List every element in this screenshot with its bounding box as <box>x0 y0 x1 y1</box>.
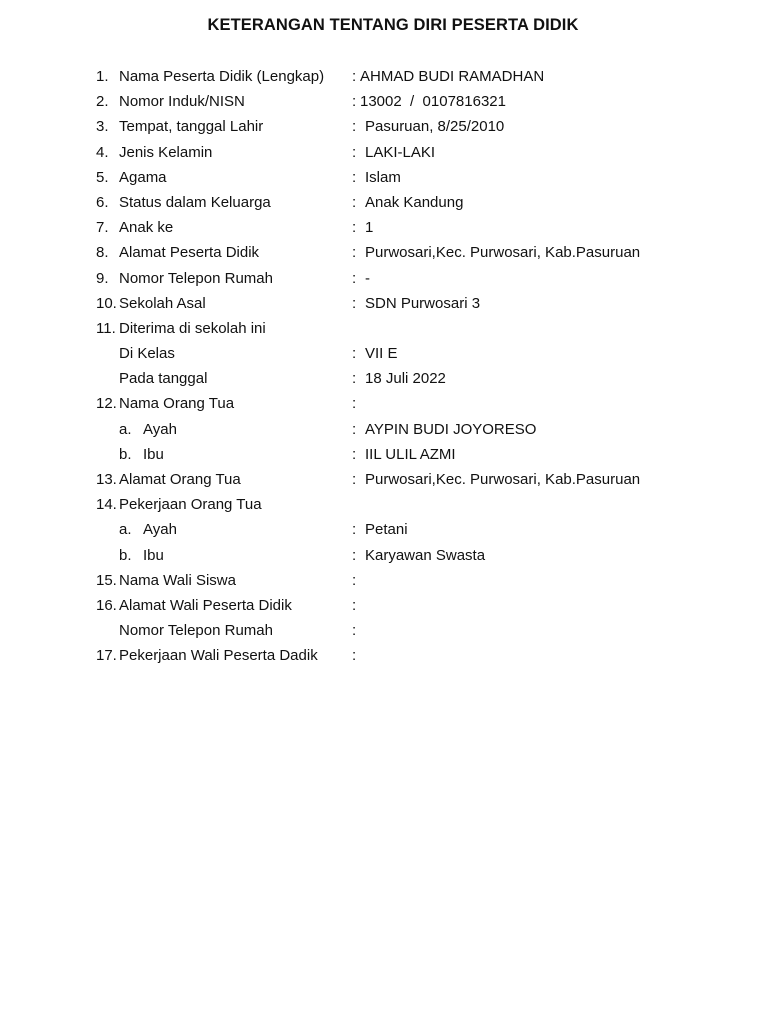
row-value: 1 <box>365 219 374 237</box>
row-number: 12. <box>96 395 117 413</box>
row-value: AHMAD BUDI RAMADHAN <box>360 68 545 85</box>
row-number: 11. <box>96 319 116 337</box>
form-row <box>0 269 768 294</box>
page-title: KETERANGAN TENTANG DIRI PESERTA DIDIK <box>207 16 579 34</box>
row-label: Pada tanggal <box>119 370 208 388</box>
row-colon: : <box>352 345 357 363</box>
row-label: Tempat, tanggal Lahir <box>119 118 264 136</box>
row-number: 9. <box>96 269 109 287</box>
form-row <box>0 369 768 394</box>
row-value: Purwosari,Kec. Purwosari, Kab.Pasuruan <box>365 244 641 262</box>
row-label: Diterima di sekolah ini <box>119 319 266 337</box>
row-value: 18 Juli 2022 <box>365 370 446 388</box>
row-value: Purwosari,Kec. Purwosari, Kab.Pasuruan <box>365 471 641 488</box>
row-sub-letter: a. <box>119 420 132 438</box>
form-row <box>0 596 768 621</box>
row-number: 4. <box>96 143 109 161</box>
form-row <box>0 520 768 545</box>
row-colon: : <box>352 521 357 539</box>
row-label: Ayah <box>143 420 177 438</box>
row-number: 3. <box>96 118 109 136</box>
form-row <box>0 495 768 520</box>
form-row <box>0 445 768 470</box>
row-colon: : <box>352 395 357 413</box>
form-row <box>0 621 768 646</box>
form-row <box>0 646 768 671</box>
form-row <box>0 143 768 168</box>
row-number: 2. <box>96 93 109 111</box>
row-colon: : <box>352 244 357 262</box>
row-colon: : <box>352 269 357 287</box>
row-label: Ayah <box>143 521 177 539</box>
row-number: 17. <box>96 647 117 665</box>
form-row <box>0 193 768 218</box>
row-number: 16. <box>96 596 117 614</box>
row-value: AYPIN BUDI JOYORESO <box>365 420 537 438</box>
row-label: Pekerjaan Wali Peserta Dadik <box>119 647 318 665</box>
row-label: Anak ke <box>119 219 174 237</box>
row-label: Sekolah Asal <box>119 294 206 312</box>
row-value: Petani <box>365 521 408 539</box>
form-row <box>0 470 768 495</box>
row-value: - <box>365 269 370 287</box>
row-label: Nama Orang Tua <box>119 395 235 413</box>
row-colon: : <box>352 546 357 564</box>
row-colon: : <box>352 471 357 488</box>
row-colon: : <box>352 93 357 111</box>
form-rows <box>0 67 768 672</box>
row-colon: : <box>352 571 357 589</box>
row-label: Nomor Telepon Rumah <box>119 269 273 287</box>
row-label: Alamat Orang Tua <box>119 471 241 488</box>
form-row <box>0 294 768 319</box>
row-number: 6. <box>96 193 109 211</box>
form-row <box>0 546 768 571</box>
row-number: 15. <box>96 571 117 589</box>
row-colon: : <box>352 445 357 463</box>
row-colon: : <box>352 647 357 665</box>
row-colon: : <box>352 193 357 211</box>
row-label: Nama Wali Siswa <box>119 571 236 589</box>
form-row <box>0 344 768 369</box>
form-row <box>0 92 768 117</box>
row-number: 5. <box>96 168 109 186</box>
row-value: Anak Kandung <box>365 193 464 211</box>
row-sub-letter: b. <box>119 445 132 463</box>
row-value: Islam <box>365 168 401 186</box>
row-number: 1. <box>96 68 109 85</box>
row-number: 14. <box>96 496 117 514</box>
row-value: Karyawan Swasta <box>365 546 486 564</box>
row-label: Pekerjaan Orang Tua <box>119 496 262 514</box>
row-label: Alamat Peserta Didik <box>119 244 260 262</box>
row-number: 13. <box>96 471 117 488</box>
row-value: LAKI-LAKI <box>365 143 436 161</box>
row-colon: : <box>352 420 357 438</box>
form-row <box>0 420 768 445</box>
row-label: Alamat Wali Peserta Didik <box>119 596 292 614</box>
row-sub-letter: a. <box>119 521 132 539</box>
row-colon: : <box>352 219 357 237</box>
row-colon: : <box>352 622 357 640</box>
form-row <box>0 319 768 344</box>
row-colon: : <box>352 294 357 312</box>
row-label: Nama Peserta Didik (Lengkap) <box>119 68 325 85</box>
row-colon: : <box>352 68 357 85</box>
form-row <box>0 394 768 419</box>
row-colon: : <box>352 596 357 614</box>
form-row <box>0 218 768 243</box>
form-row <box>0 117 768 142</box>
row-value: Pasuruan, 8/25/2010 <box>365 118 505 136</box>
row-colon: : <box>352 168 357 186</box>
row-colon: : <box>352 118 357 136</box>
row-label: Jenis Kelamin <box>119 143 213 161</box>
form-row <box>0 571 768 596</box>
row-value: 13002 / 0107816321 <box>360 93 506 111</box>
row-label: Nomor Induk/NISN <box>119 93 245 111</box>
row-number: 10. <box>96 294 117 312</box>
row-value: SDN Purwosari 3 <box>365 294 481 312</box>
row-number: 8. <box>96 244 109 262</box>
form-row <box>0 67 768 92</box>
row-label: Di Kelas <box>119 345 175 363</box>
row-value: VII E <box>365 345 398 363</box>
row-label: Ibu <box>143 445 164 463</box>
row-label: Nomor Telepon Rumah <box>119 622 273 640</box>
row-label: Agama <box>119 168 167 186</box>
row-sub-letter: b. <box>119 546 132 564</box>
row-label: Ibu <box>143 546 164 564</box>
row-value: IIL ULIL AZMI <box>365 445 456 463</box>
row-number: 7. <box>96 219 109 237</box>
row-label: Status dalam Keluarga <box>119 193 271 211</box>
form-row <box>0 243 768 268</box>
form-row <box>0 168 768 193</box>
row-colon: : <box>352 370 357 388</box>
row-colon: : <box>352 143 357 161</box>
